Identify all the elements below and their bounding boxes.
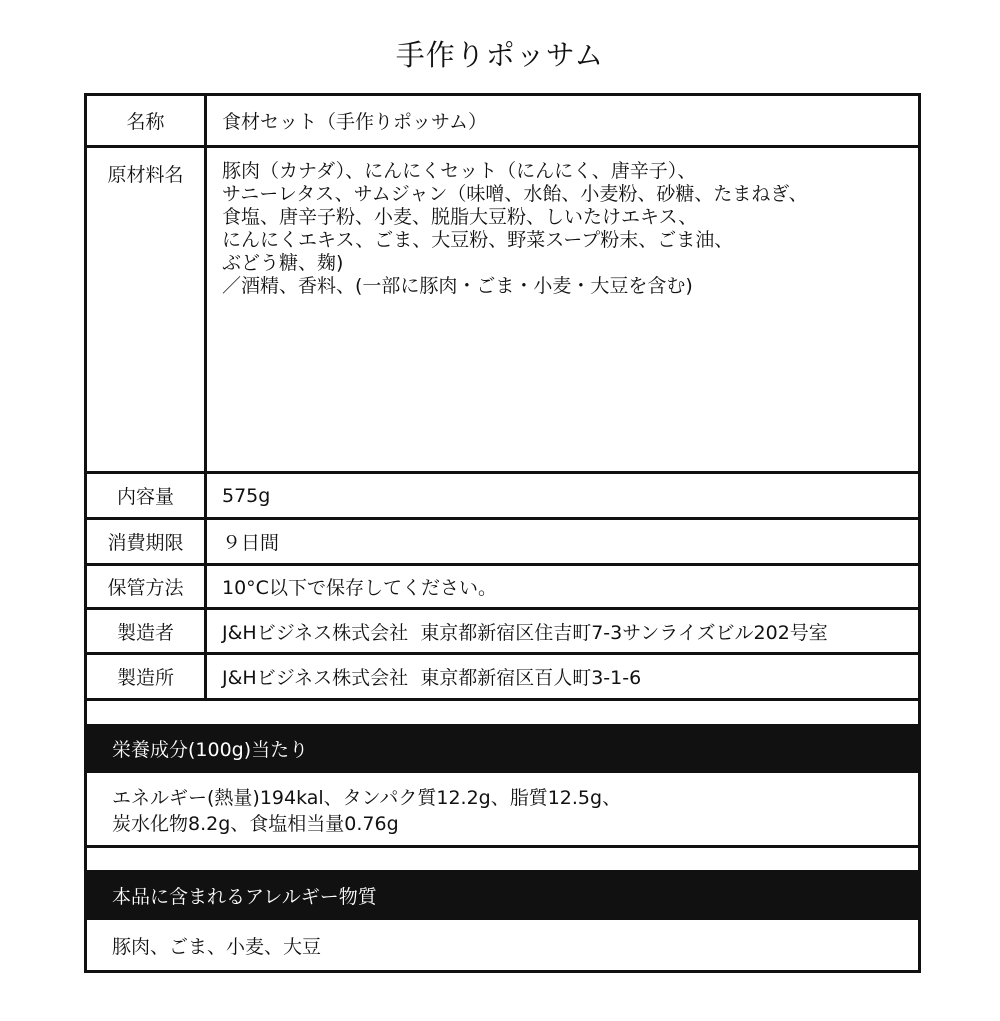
product-name-value: 食材セット（手作りポッサム） — [222, 111, 488, 133]
label-table — [84, 93, 921, 973]
nutrition-facts — [87, 773, 918, 848]
row-storage — [87, 566, 918, 610]
ingredients-line: ／酒精、香料、(一部に豚肉・ごま・小麦・大豆を含む) — [222, 275, 693, 297]
spacer-row — [87, 848, 918, 873]
page-title: 手作りポッサム — [395, 38, 605, 72]
ingredients-line: にんにくエキス、ごま、大豆粉、野菜スープ粉末、ごま油、 — [222, 229, 734, 251]
storage-label: 保管方法 — [87, 566, 207, 607]
allergen-heading: 本品に含まれるアレルギー物質 — [87, 873, 918, 920]
row-expiry — [87, 520, 918, 566]
row-manufacturer — [87, 610, 918, 655]
row-product-name — [87, 96, 918, 148]
nutrition-line: エネルギー(熱量)194kal、タンパク質12.2g、脂質12.5g、 — [112, 787, 622, 809]
spacer-row — [87, 701, 918, 727]
factory-label: 製造所 — [87, 655, 207, 698]
factory-value: J&Hビジネス株式会社 東京都新宿区百人町3-1-6 — [222, 667, 642, 689]
row-ingredients — [87, 148, 918, 474]
nutrition-heading: 栄養成分(100g)当たり — [87, 727, 918, 773]
manufacturer-value: J&Hビジネス株式会社 東京都新宿区住吉町7-3サンライズビル202号室 — [222, 621, 828, 644]
ingredients-line: サニーレタス、サムジャン（味噌、水飴、小麦粉、砂糖、たまねぎ、 — [222, 183, 808, 205]
nutrition-line: 炭水化物8.2g、食塩相当量0.76g — [112, 813, 399, 835]
ingredients-line: ぶどう糖、麹) — [222, 252, 344, 274]
manufacturer-label: 製造者 — [87, 610, 207, 652]
product-name-label: 名称 — [87, 96, 207, 145]
row-factory — [87, 655, 918, 701]
ingredients-line: 豚肉（カナダ）、にんにくセット（にんにく、唐辛子）、 — [222, 160, 697, 182]
allergen-list: 豚肉、ごま、小麦、大豆 — [112, 935, 322, 958]
net-content-value: 575g — [222, 484, 271, 507]
expiry-label: 消費期限 — [87, 520, 207, 563]
ingredients-value — [207, 148, 918, 471]
ingredients-label: 原材料名 — [87, 148, 207, 471]
expiry-value: ９日間 — [222, 532, 280, 554]
net-content-label: 内容量 — [87, 474, 207, 517]
row-net-content — [87, 474, 918, 520]
storage-value: 10°C以下で保存してください。 — [222, 577, 497, 599]
ingredients-line: 食塩、唐辛子粉、小麦、脱脂大豆粉、しいたけエキス、 — [222, 206, 698, 228]
